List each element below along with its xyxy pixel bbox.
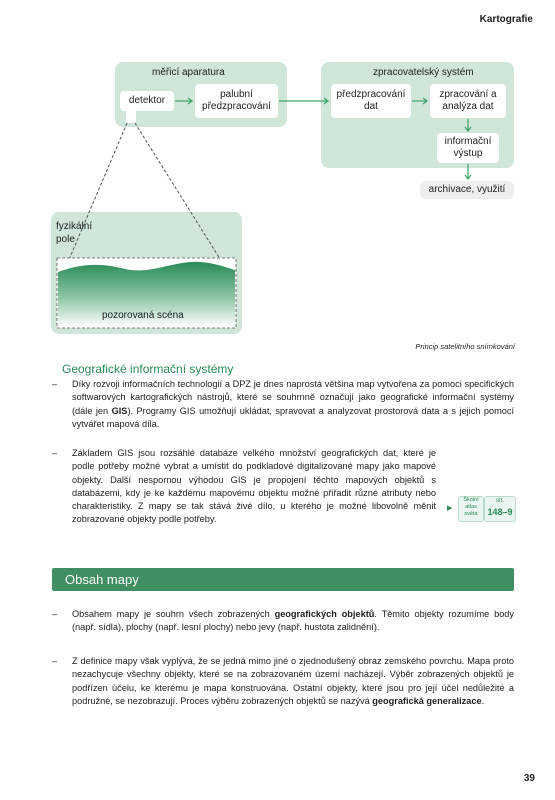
page-number: 39 [523,773,535,784]
atlas-reference[interactable] [447,495,515,521]
fov-line-left [68,123,127,262]
text-run: . [481,695,485,706]
gis-heading: Geografické informační systémy [62,362,234,376]
gis-item-2-text: Základem GIS jsou rozsáhlé databáze velkého množství geografických dat, které je podle potřeby možné vybrat a umístit do podkladové digitalizované mapy jako mapové objekty. Další nespornou výhodou GIS je propojení těchto mapových objektů s databázemi, kdy je ke každému mapovému objektu možné přiřadit různé atributy nebo charakteristiky. Z mapy se tak stává živé dílo, u kterého je možné libovolně měnit zobrazované objekty podle potřeby. [72,448,436,525]
header-section-title: Kartografie [479,14,533,25]
detector-stalk [126,111,136,123]
atlas-label [458,496,484,522]
diagram-caption: Princip satelitního snímkování [415,342,515,351]
dash: – [52,448,58,458]
text-run: ). Programy GIS umožňují ukládat, spravovat a analyzovat prostorová data a s jejich pomocí vytvářet mapová díla. [72,405,515,429]
play-arrow-icon: ▶ [447,505,453,512]
map-item-1 [52,608,514,635]
map-item-2-text [72,655,514,708]
section-banner-title: Obsah mapy [65,572,139,587]
gis-item-1 [52,378,514,431]
atlas-line1: Školní [463,497,479,503]
diagram-graphics [0,0,555,345]
atlas-line3: světa [464,511,478,517]
atlas-pages: 148–9 [487,507,513,517]
bold-term: geografická generalizace [372,695,482,706]
text-run: Z definice mapy však vyplývá, že se jedná mimo jiné o zjednodušený obraz zemského povrchu. Mapa proto nezachycuje všechny objekty, které se na zobrazovaném území nacházejí. Výběr zobrazených objektů je podřízen účelu, ke kterému je mapa konstruována. Ostatní objekty, které jsou pro její účel nedůležité a podružné, se nezobrazují. Proces výběru zobrazených objektů se nazývá [72,656,514,706]
preprocessing-box: předzpracování dat [331,84,411,118]
text-run: . Těmito objekty rozumíme body (např. sídla), plochy (např. lesní plochy) nebo jevy (např. hustota zalidnění). [72,609,515,633]
detector-box: detektor [120,91,174,111]
measuring-panel-title: měřicí aparatura [152,67,225,78]
dash: – [52,379,58,389]
field-label-line1: fyzikální [56,221,93,232]
bold-term: GIS [111,405,128,416]
map-item-2 [52,655,514,708]
field-label-line2: pole [56,234,75,245]
gis-item-2 [52,447,514,527]
output-box: informační výstup [437,133,499,163]
map-item-1-text [72,608,514,635]
bold-term: geografických objektů [274,609,375,619]
processing-panel-title: zpracovatelský systém [373,67,474,78]
text-run: Díky rozvoji informačních technologií a DPZ je dnes naprostá většina map vytvořena za pomoci specifických softwarových kartografických nástrojů, které se souhrnně označují jako geografické informační systémy (dále jen [72,379,514,416]
section-banner [52,568,514,591]
atlas-pages-box [484,496,516,522]
dash: – [52,609,58,619]
onboard-preprocessing-box: palubní předzpracování [195,84,278,118]
dash: – [52,656,58,666]
analysis-box: zpracování a analýza dat [430,84,506,118]
scene-label: pozorovaná scéna [102,310,184,321]
gis-item-1-text [72,378,514,431]
fov-line-right [135,123,222,262]
archive-pill: archivace, využití [420,181,514,199]
atlas-line2: atlas [465,504,477,510]
atlas-str: str. [495,498,504,504]
text-run: Obsahem mapy je souhrn všech zobrazených [72,609,275,619]
